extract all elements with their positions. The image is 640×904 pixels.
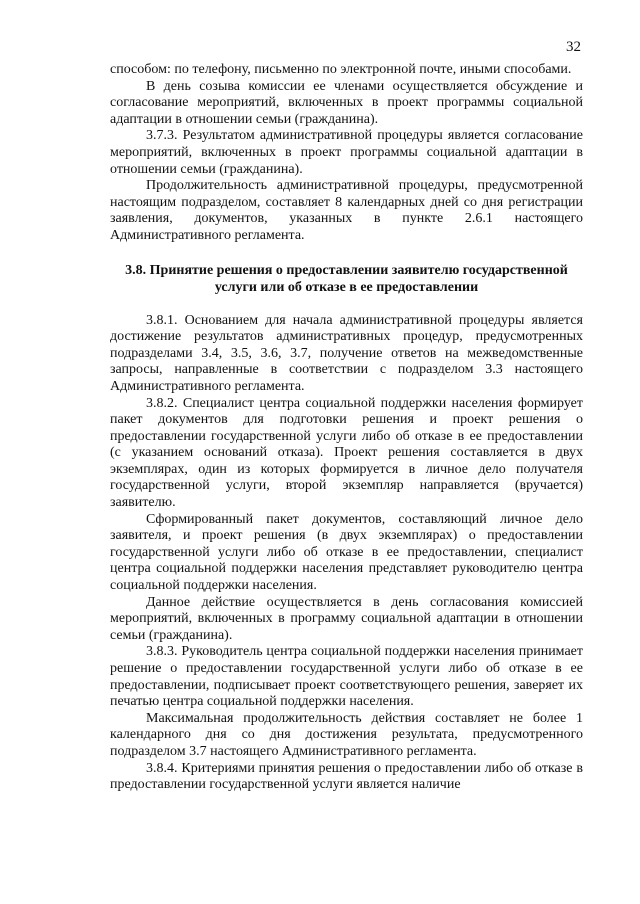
paragraph: 3.8.2. Специалист центра социальной поддержки населения формирует пакет документов для подготовки решения и проект решения о предоставлении государственной услуги либо об отказе в ее предоставлении (с указанием оснований отказа). Проект решения составляется в двух экземплярах, один из которых формируется в личное дело получателя государственной услуги, второй экземпляр направляется (вручается) заявителю. (110, 395, 583, 511)
paragraph: способом: по телефону, письменно по электронной почте, иными способами. (110, 62, 572, 77)
paragraph: Продолжительность административной процедуры, предусмотренной настоящим подразделом, составляет 8 календарных дней со дня регистрации заявления, документов, указанных в пункте 2.6.1 настоящего Административного регламента. (110, 178, 583, 243)
document-body (110, 62, 583, 794)
paragraph: 3.8.3. Руководитель центра социальной поддержки населения принимает решение о предоставлении государственной услуги либо об отказе в ее предоставлении, подписывает проект соответствующего решения, заверяет их печатью центра социальной поддержки населения. (110, 644, 583, 710)
page-number: 32 (566, 39, 581, 55)
paragraph: В день созыва комиссии ее членами осуществляется обсуждение и согласование мероприятий, включенных в проект программы социальной адаптации в отношении семьи (гражданина). (110, 78, 583, 127)
paragraph: Максимальная продолжительность действия составляет не более 1 календарного дня со дня достижения результата, предусмотренного подразделом 3.7 настоящего Административного регламента. (110, 710, 583, 759)
paragraph: 3.8.1. Основанием для начала административной процедуры является достижение результатов административных процедур, предусмотренных подразделами 3.4, 3.5, 3.6, 3.7, получение ответов на межведомственные запросы, направленные в соответствии с подразделом 3.3 настоящего Административного регламента. (110, 312, 583, 394)
section-heading: 3.8. Принятие решения о предоставлении заявителю государственной услуги или об отказе в ее предоставлении (125, 262, 568, 295)
paragraph: 3.8.4. Критериями принятия решения о предоставлении либо об отказе в предоставлении государственной услуги является наличие (110, 760, 583, 793)
paragraph: Сформированный пакет документов, составляющий личное дело заявителя, и проект решения (в двух экземплярах) о предоставлении государственной услуги либо об отказе в ее предоставлении, специалист центра социальной поддержки населения представляет руководителю центра социальной поддержки населения. (110, 511, 583, 594)
paragraph: 3.7.3. Результатом административной процедуры является согласование мероприятий, включенных в проект программы социальной адаптации в отношении семьи (гражданина). (110, 128, 583, 177)
paragraph: Данное действие осуществляется в день согласования комиссией мероприятий, включенных в программу социальной адаптации в отношении семьи (гражданина). (110, 594, 583, 643)
